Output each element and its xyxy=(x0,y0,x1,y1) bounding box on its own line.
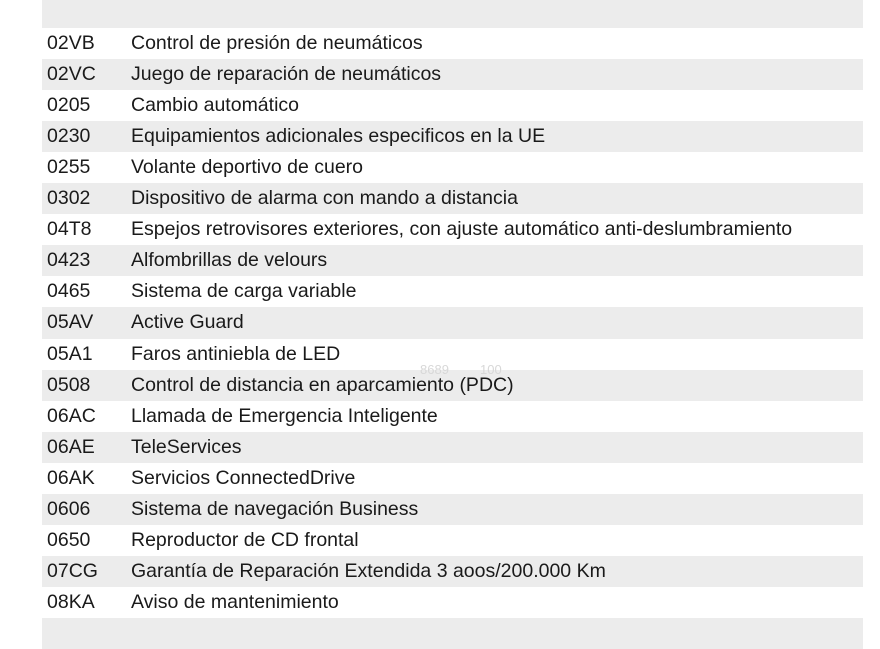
option-code: 0465 xyxy=(47,280,91,303)
option-description: Volante deportivo de cuero xyxy=(131,156,364,179)
table-row xyxy=(42,432,863,463)
option-code: 0423 xyxy=(47,249,91,272)
table-row xyxy=(42,587,863,618)
option-code: 02VC xyxy=(47,63,96,86)
option-description: Dispositivo de alarma con mando a distancia xyxy=(131,187,518,210)
option-description: Cambio automático xyxy=(131,94,299,117)
table-row xyxy=(42,183,863,214)
option-description: Garantía de Reparación Extendida 3 aoos/200.000 Km xyxy=(131,559,606,582)
option-code: 06AK xyxy=(47,466,95,489)
table-row xyxy=(42,276,863,307)
option-code: 04T8 xyxy=(47,218,92,241)
option-code: 05AV xyxy=(47,311,94,334)
table-row xyxy=(42,463,863,494)
option-code: 06AE xyxy=(47,435,95,458)
option-description: Control de distancia en aparcamiento (PDC) xyxy=(131,373,514,396)
table-row xyxy=(42,121,863,152)
table-row xyxy=(42,556,863,587)
watermark-text-left: 8689 xyxy=(420,362,449,377)
table-row xyxy=(42,90,863,121)
option-code: 0302 xyxy=(47,187,91,210)
option-description: Aviso de mantenimiento xyxy=(131,590,339,613)
table-row xyxy=(42,0,863,28)
table-row xyxy=(42,59,863,90)
option-description: Juego de reparación de neumáticos xyxy=(131,63,442,86)
table-row xyxy=(42,618,863,649)
option-code: 08KA xyxy=(47,590,95,613)
equipment-table xyxy=(42,0,863,649)
option-code: 0650 xyxy=(47,528,91,551)
option-description: Sistema de navegación Business xyxy=(131,497,419,520)
option-code: 06AC xyxy=(47,404,96,427)
option-description: Equipamientos adicionales especificos en la UE xyxy=(131,125,546,148)
option-description: TeleServices xyxy=(131,435,242,458)
option-description: Llamada de Emergencia Inteligente xyxy=(131,404,438,427)
option-code: 02VB xyxy=(47,32,95,55)
option-code: 05A1 xyxy=(47,342,93,365)
option-code: 0606 xyxy=(47,497,91,520)
table-row xyxy=(42,307,863,338)
option-description: Control de presión de neumáticos xyxy=(131,32,423,55)
option-description: Sistema de carga variable xyxy=(131,280,357,303)
table-row xyxy=(42,525,863,556)
table-row xyxy=(42,28,863,59)
table-row xyxy=(42,214,863,245)
option-description: Alfombrillas de velours xyxy=(131,249,328,272)
option-description: Reproductor de CD frontal xyxy=(131,528,359,551)
option-code: 0230 xyxy=(47,125,91,148)
option-description: Active Guard xyxy=(131,311,244,334)
watermark-text-right: 100 xyxy=(480,362,502,377)
option-description: Servicios ConnectedDrive xyxy=(131,466,356,489)
table-row xyxy=(42,152,863,183)
option-code: 0508 xyxy=(47,373,91,396)
table-row xyxy=(42,370,863,401)
option-code: 0205 xyxy=(47,94,91,117)
option-description: Faros antiniebla de LED xyxy=(131,342,341,365)
table-row xyxy=(42,339,863,370)
option-code: 0255 xyxy=(47,156,91,179)
table-row xyxy=(42,245,863,276)
option-description: Espejos retrovisores exteriores, con ajuste automático anti-deslumbramiento xyxy=(131,218,793,241)
table-row xyxy=(42,494,863,525)
option-code: 07CG xyxy=(47,559,98,582)
table-row xyxy=(42,401,863,432)
